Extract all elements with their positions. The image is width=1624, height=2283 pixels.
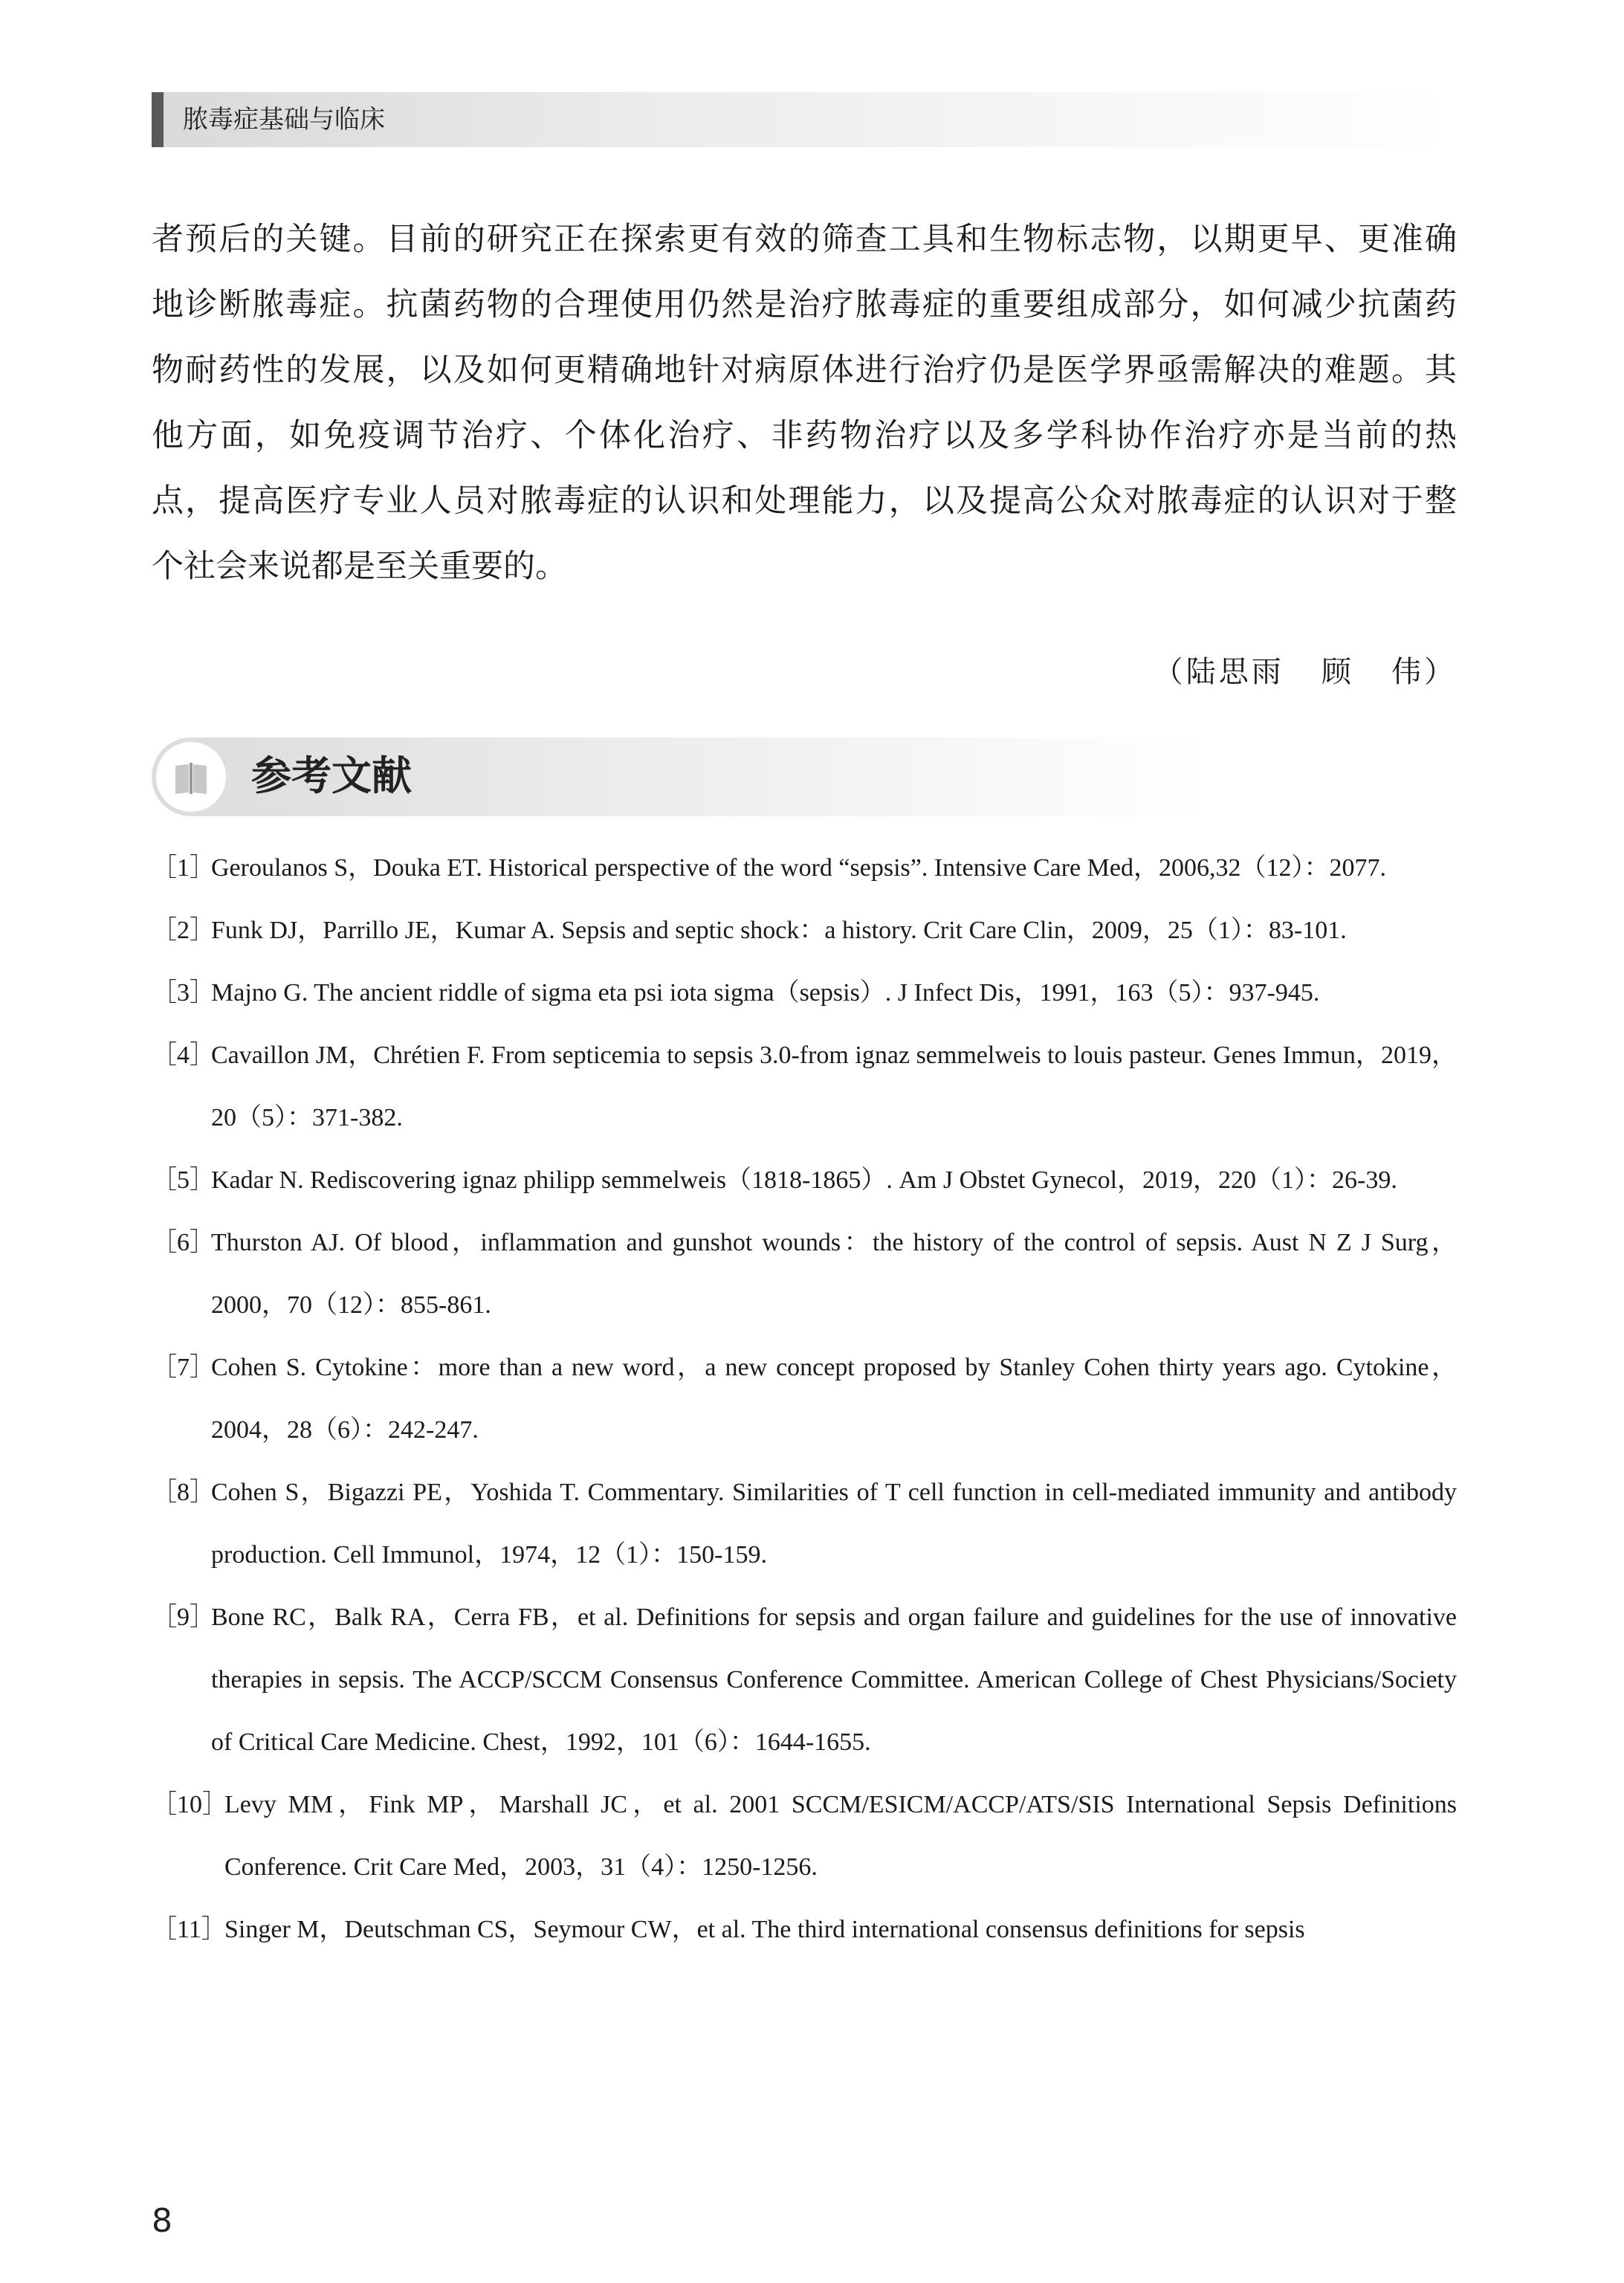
body-paragraph — [152, 207, 1457, 599]
paragraph-line: 他方面，如免疫调节治疗、个体化治疗、非药物治疗以及多学科协作治疗亦是当前的热 — [152, 417, 1457, 454]
reference-number: ［9］ — [152, 1604, 215, 1631]
reference-item — [152, 1899, 1457, 1961]
running-header — [152, 92, 1452, 147]
heading-badge — [156, 742, 226, 812]
page-number: 8 — [152, 2202, 172, 2240]
reference-item — [152, 1462, 1457, 1586]
book-title: 脓毒症基础与临床 — [183, 105, 385, 135]
reference-number: ［2］ — [152, 917, 215, 944]
reference-number: ［4］ — [152, 1042, 215, 1069]
chapter-authors: （陆思雨 顾 伟） — [1153, 655, 1457, 689]
paragraph-line: 点，提高医疗专业人员对脓毒症的认识和处理能力，以及提高公众对脓毒症的认识对于整 — [152, 482, 1457, 520]
reference-number: ［8］ — [152, 1479, 215, 1506]
reference-number: ［11］ — [152, 1916, 227, 1943]
reference-item — [152, 1024, 1457, 1149]
reference-text: Cavaillon JM，Chrétien F. From septicemia to sepsis 3.0-from ignaz semmelweis to louis pasteur. Genes Immun，2019，20（5）：371-382. — [211, 1042, 1457, 1131]
reference-text: Funk DJ，Parrillo JE，Kumar A. Sepsis and septic shock：a history. Crit Care Clin，2009，25（1）：83-101. — [211, 917, 1347, 944]
paragraph-line: 者预后的关键。目前的研究正在探索更有效的筛查工具和生物标志物，以期更早、更准确 — [152, 221, 1457, 258]
reference-text: Kadar N. Rediscovering ignaz philipp semmelweis（1818-1865）. Am J Obstet Gynecol，2019，220（1）：26-39. — [211, 1166, 1397, 1194]
paragraph-line: 个社会来说都是至关重要的。 — [152, 548, 567, 585]
references-heading-banner — [152, 737, 1207, 816]
references-heading: 参考文献 — [251, 752, 412, 799]
reference-item — [152, 837, 1457, 900]
reference-text: Majno G. The ancient riddle of sigma eta psi iota sigma（sepsis）. J Infect Dis，1991，163（5）：937-945. — [211, 979, 1320, 1007]
reference-number: ［10］ — [152, 1791, 227, 1818]
reference-item — [152, 1586, 1457, 1774]
book-icon — [172, 761, 210, 795]
reference-item — [152, 1774, 1457, 1899]
reference-text: Geroulanos S，Douka ET. Historical perspective of the word “sepsis”. Intensive Care Med，2006,32（12）：2077. — [211, 854, 1386, 882]
reference-number: ［1］ — [152, 854, 215, 882]
header-accent-bar — [152, 92, 164, 147]
reference-text: Cohen S. Cytokine：more than a new word，a new concept proposed by Stanley Cohen thirty years ago. Cytokine，2004，28（6）：242-247. — [211, 1354, 1457, 1444]
reference-text: Thurston AJ. Of blood，inflammation and gunshot wounds：the history of the control of sepsis. Aust N Z J Surg，2000，70（12）：855-861. — [211, 1229, 1457, 1319]
reference-number: ［7］ — [152, 1354, 215, 1381]
reference-text: Levy MM，Fink MP，Marshall JC，et al. 2001 SCCM/ESICM/ACCP/ATS/SIS International Sepsis Definitions Conference. Crit Care Med，2003，31（4）：1250-1256. — [224, 1791, 1457, 1881]
reference-text: Singer M，Deutschman CS，Seymour CW，et al. The third international consensus definitions for sepsis — [224, 1916, 1305, 1943]
reference-text: Bone RC，Balk RA，Cerra FB，et al. Definitions for sepsis and organ failure and guidelines for the use of innovative therapies in sepsis. The ACCP/SCCM Consensus Conference Committee. American College of Chest Physicians/Society of Critical Care Medicine. Chest，1992，101（6）：1644-1655. — [211, 1604, 1457, 1756]
reference-item — [152, 962, 1457, 1024]
reference-text: Cohen S，Bigazzi PE，Yoshida T. Commentary. Similarities of T cell function in cell-mediated immunity and antibody production. Cell Immunol，1974，12（1）：150-159. — [211, 1479, 1457, 1569]
paragraph-line: 地诊断脓毒症。抗菌药物的合理使用仍然是治疗脓毒症的重要组成部分，如何减少抗菌药 — [152, 286, 1457, 323]
reference-item — [152, 900, 1457, 962]
paragraph-line: 物耐药性的发展，以及如何更精确地针对病原体进行治疗仍是医学界亟需解决的难题。其 — [152, 352, 1457, 389]
reference-number: ［3］ — [152, 979, 215, 1007]
reference-number: ［5］ — [152, 1166, 215, 1194]
reference-item — [152, 1149, 1457, 1212]
reference-item — [152, 1337, 1457, 1462]
reference-list — [152, 837, 1457, 1961]
reference-item — [152, 1212, 1457, 1337]
reference-number: ［6］ — [152, 1229, 215, 1256]
